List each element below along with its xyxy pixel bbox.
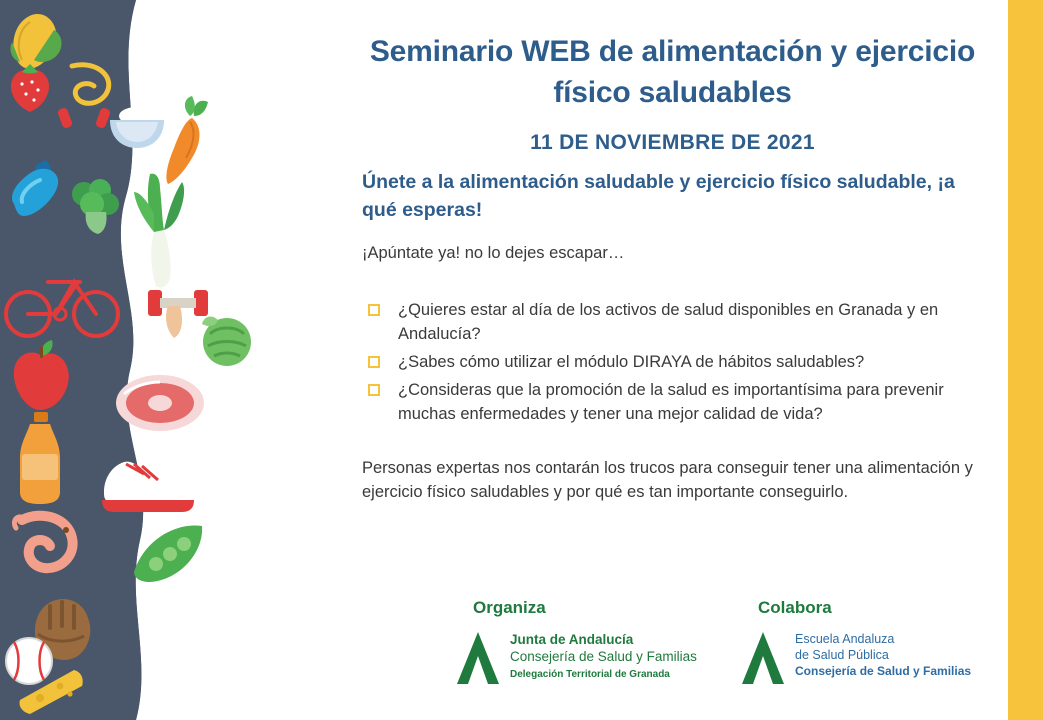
organiza-block: [455, 598, 755, 686]
bicycle-icon: [4, 258, 124, 344]
apple-icon: [6, 340, 78, 416]
leek-icon: [128, 172, 190, 292]
pea-pod-icon: [126, 516, 212, 588]
question-list: [364, 299, 985, 427]
question-text: ¿Consideras que la promoción de la salud es importantísima para prevenir muchas enfermedades y tener una mejor calidad de vida?: [398, 381, 944, 424]
logo-footer: [360, 598, 1020, 713]
broccoli-icon: [64, 176, 126, 238]
checkbox-bullet-icon: [368, 304, 380, 316]
event-subtitle: Únete a la alimentación saludable y ejercicio físico saludable, ¡a qué esperas!: [362, 171, 955, 221]
shrimp-icon: [8, 500, 86, 576]
checkbox-bullet-icon: [368, 356, 380, 368]
steak-icon: [114, 372, 206, 434]
colabora-heading: Colabora: [758, 598, 832, 617]
junta-de-andalucia-logo-icon: [455, 630, 501, 686]
organiza-heading: Organiza: [473, 598, 546, 617]
decorative-left-panel: [0, 0, 330, 720]
colabora-line1: Escuela Andaluza: [795, 632, 895, 646]
closing-paragraph: Personas expertas nos contarán los trucos para conseguir tener una alimentación y ejercicio físico saludables y por qué es tan importante conseguirlo.: [362, 459, 973, 501]
list-item: [364, 379, 985, 427]
water-bottle-icon: [6, 158, 68, 230]
juice-bottle-icon: [12, 410, 70, 506]
colabora-block: [740, 598, 1040, 686]
colabora-line3: Consejería de Salud y Familias: [795, 664, 972, 679]
cabbage-icon: [198, 312, 256, 370]
event-tagline: ¡Apúntate ya! no lo dejes escapar…: [362, 244, 625, 263]
question-text: ¿Sabes cómo utilizar el módulo DIRAYA de hábitos saludables?: [398, 353, 865, 372]
colabora-line2: de Salud Pública: [795, 647, 889, 662]
organiza-line1: Junta de Andalucía: [510, 632, 634, 647]
organiza-line3: Delegación Territorial de Granada: [510, 668, 670, 680]
cheese-icon: [16, 660, 88, 718]
organiza-line2: Consejería de Salud y Familias: [510, 648, 697, 664]
checkbox-bullet-icon: [368, 384, 380, 396]
question-text: ¿Quieres estar al día de los activos de salud disponibles en Granada y en Andalucía?: [398, 301, 939, 344]
escuela-andaluza-salud-publica-logo-icon: [740, 630, 786, 686]
list-item: [364, 299, 985, 347]
food-sport-icon-cluster: [0, 0, 330, 720]
page-title: Seminario WEB de alimentación y ejercicio físico saludables: [369, 35, 976, 109]
sneaker-icon: [96, 448, 198, 518]
strawberry-icon: [4, 60, 56, 116]
event-date: 11 DE NOVIEMBRE DE 2021: [530, 131, 815, 154]
list-item: [364, 351, 985, 375]
